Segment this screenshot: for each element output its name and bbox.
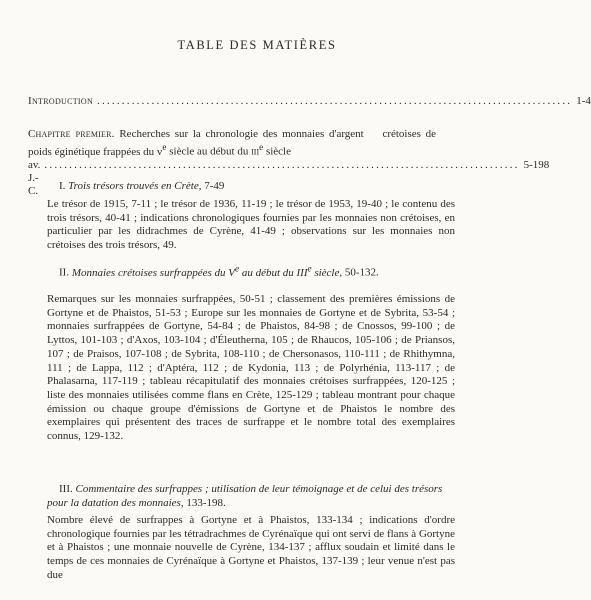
section-number: II. (59, 266, 70, 279)
section-1-body: Le trésor de 1915, 7-11 ; le trésor de 1936, 11-19 ; le trésor de 1953, 19-40 ; le contenu des trois trésors, 40-41 ; indications chronologiques fournies par les monnaies non crétoises, en particulier par les didrachmes de Cyrène, 41-49 ; observations sur les monnaies non crétoises des trois trésors, 49. (47, 198, 455, 252)
chapter-1-title-part: siècle au début du (166, 145, 252, 158)
chapter-1-pages: 5-198 (523, 158, 550, 171)
section-2-heading (47, 262, 455, 280)
section-pages: , 7-49 (198, 180, 225, 192)
section-2-body: Remarques sur les monnaies surfrappées, 50-51 ; classement des premières émissions de Gortyne et de Phaistos, 51-53 ; Europe sur les monnaies de Gortyne et de Sybrita, 53-54 ; monnaies surfrappées de Gortyne, 54-84 ; de Phaistos, 84-98 ; de Cnossos, 99-100 ; de Lyttos, 101-103 ; d'Axos, 103-104 ; d'Éleutherna, 105 ; de Rhaucos, 105-106 ; de Priansos, 107 ; de Praisos, 107-108 ; de Sybrita, 108-110 ; de Chersonasos, 110-111 ; de Rhithymna, 111 ; de Lappa, 112 ; d'Aptéra, 112 ; de Kydonia, 113 ; de Polyrhénia, 113-117 ; de Phalasarna, 117-119 ; tableau récapitulatif des monnaies crétoises surfrappées, 120-125 ; liste des monnaies utilisées comme flans en Crète, 125-129 ; tableau montrant pour chaque émission ou chaque groupe d'émissions de Gortyne et de Phaistos le nombre des exemplaires qui présentent des traces de surfrappe et le nombre total des exemplaires connus, 129-132. (47, 293, 455, 443)
superscript: e (259, 142, 264, 152)
chapter-1-title-part: av. J.-C. (28, 158, 41, 197)
section-3-heading (47, 483, 455, 510)
chapter-1-label: Chapitre premier. (28, 128, 115, 140)
introduction-pages: 1-4 (576, 95, 591, 107)
section-3-body: Nombre élevé de surfrappes à Gortyne et à Phaistos, 133-134 ; indications d'ordre chronologique fournies par les tétradrachmes de Cyrénaïque qui ont servi de flans à Gortyne et à Phaistos ; une monnaie nouvelle de Cyrène, 134-137 ; afflux soudain et limité dans le temps de ces monnaies de Cyrénaïque à Gortyne et Phaistos, 137-139 ; leur venue n'est pas due (47, 514, 455, 581)
leader-dots: ................................................................................................ (97, 95, 573, 107)
section-title: Commentaire des surfrappes ; utilisation de leur témoignage et de celui des trésors pour la datation des monnaies (47, 483, 443, 509)
chapter-1-title-part: siècle (263, 145, 291, 158)
chapter-1-title (28, 128, 436, 159)
leader-dots: ................................................................................................ (44, 158, 520, 171)
section-number: III. (59, 483, 73, 495)
section-number: I. (59, 180, 66, 192)
superscript: e (234, 263, 240, 273)
title-part: Monnaies crétoises surfrappées du V (71, 266, 235, 279)
superscript: e (162, 142, 167, 152)
chapter-1-title-part: crétoises de poids éginétique frappées du v (28, 128, 437, 158)
page-title: TABLE DES MATIÈRES (177, 38, 337, 52)
section-title: Trois trésors trouvés en Crète (68, 180, 199, 192)
introduction-label: Introduction (28, 95, 94, 107)
chapter-1-title-part: Recherches sur la chronologie des monnaies d'argent (119, 128, 364, 140)
section-title (71, 263, 340, 279)
section-pages: , 50-132. (339, 266, 379, 279)
title-part: au début du III (239, 266, 308, 279)
title-part: siècle (311, 266, 340, 279)
section-pages: , 133-198. (180, 496, 226, 509)
roman-numeral: iii (251, 145, 260, 158)
superscript: e (307, 263, 312, 273)
toc-entry-introduction (28, 95, 591, 108)
section-1-heading (47, 180, 455, 194)
